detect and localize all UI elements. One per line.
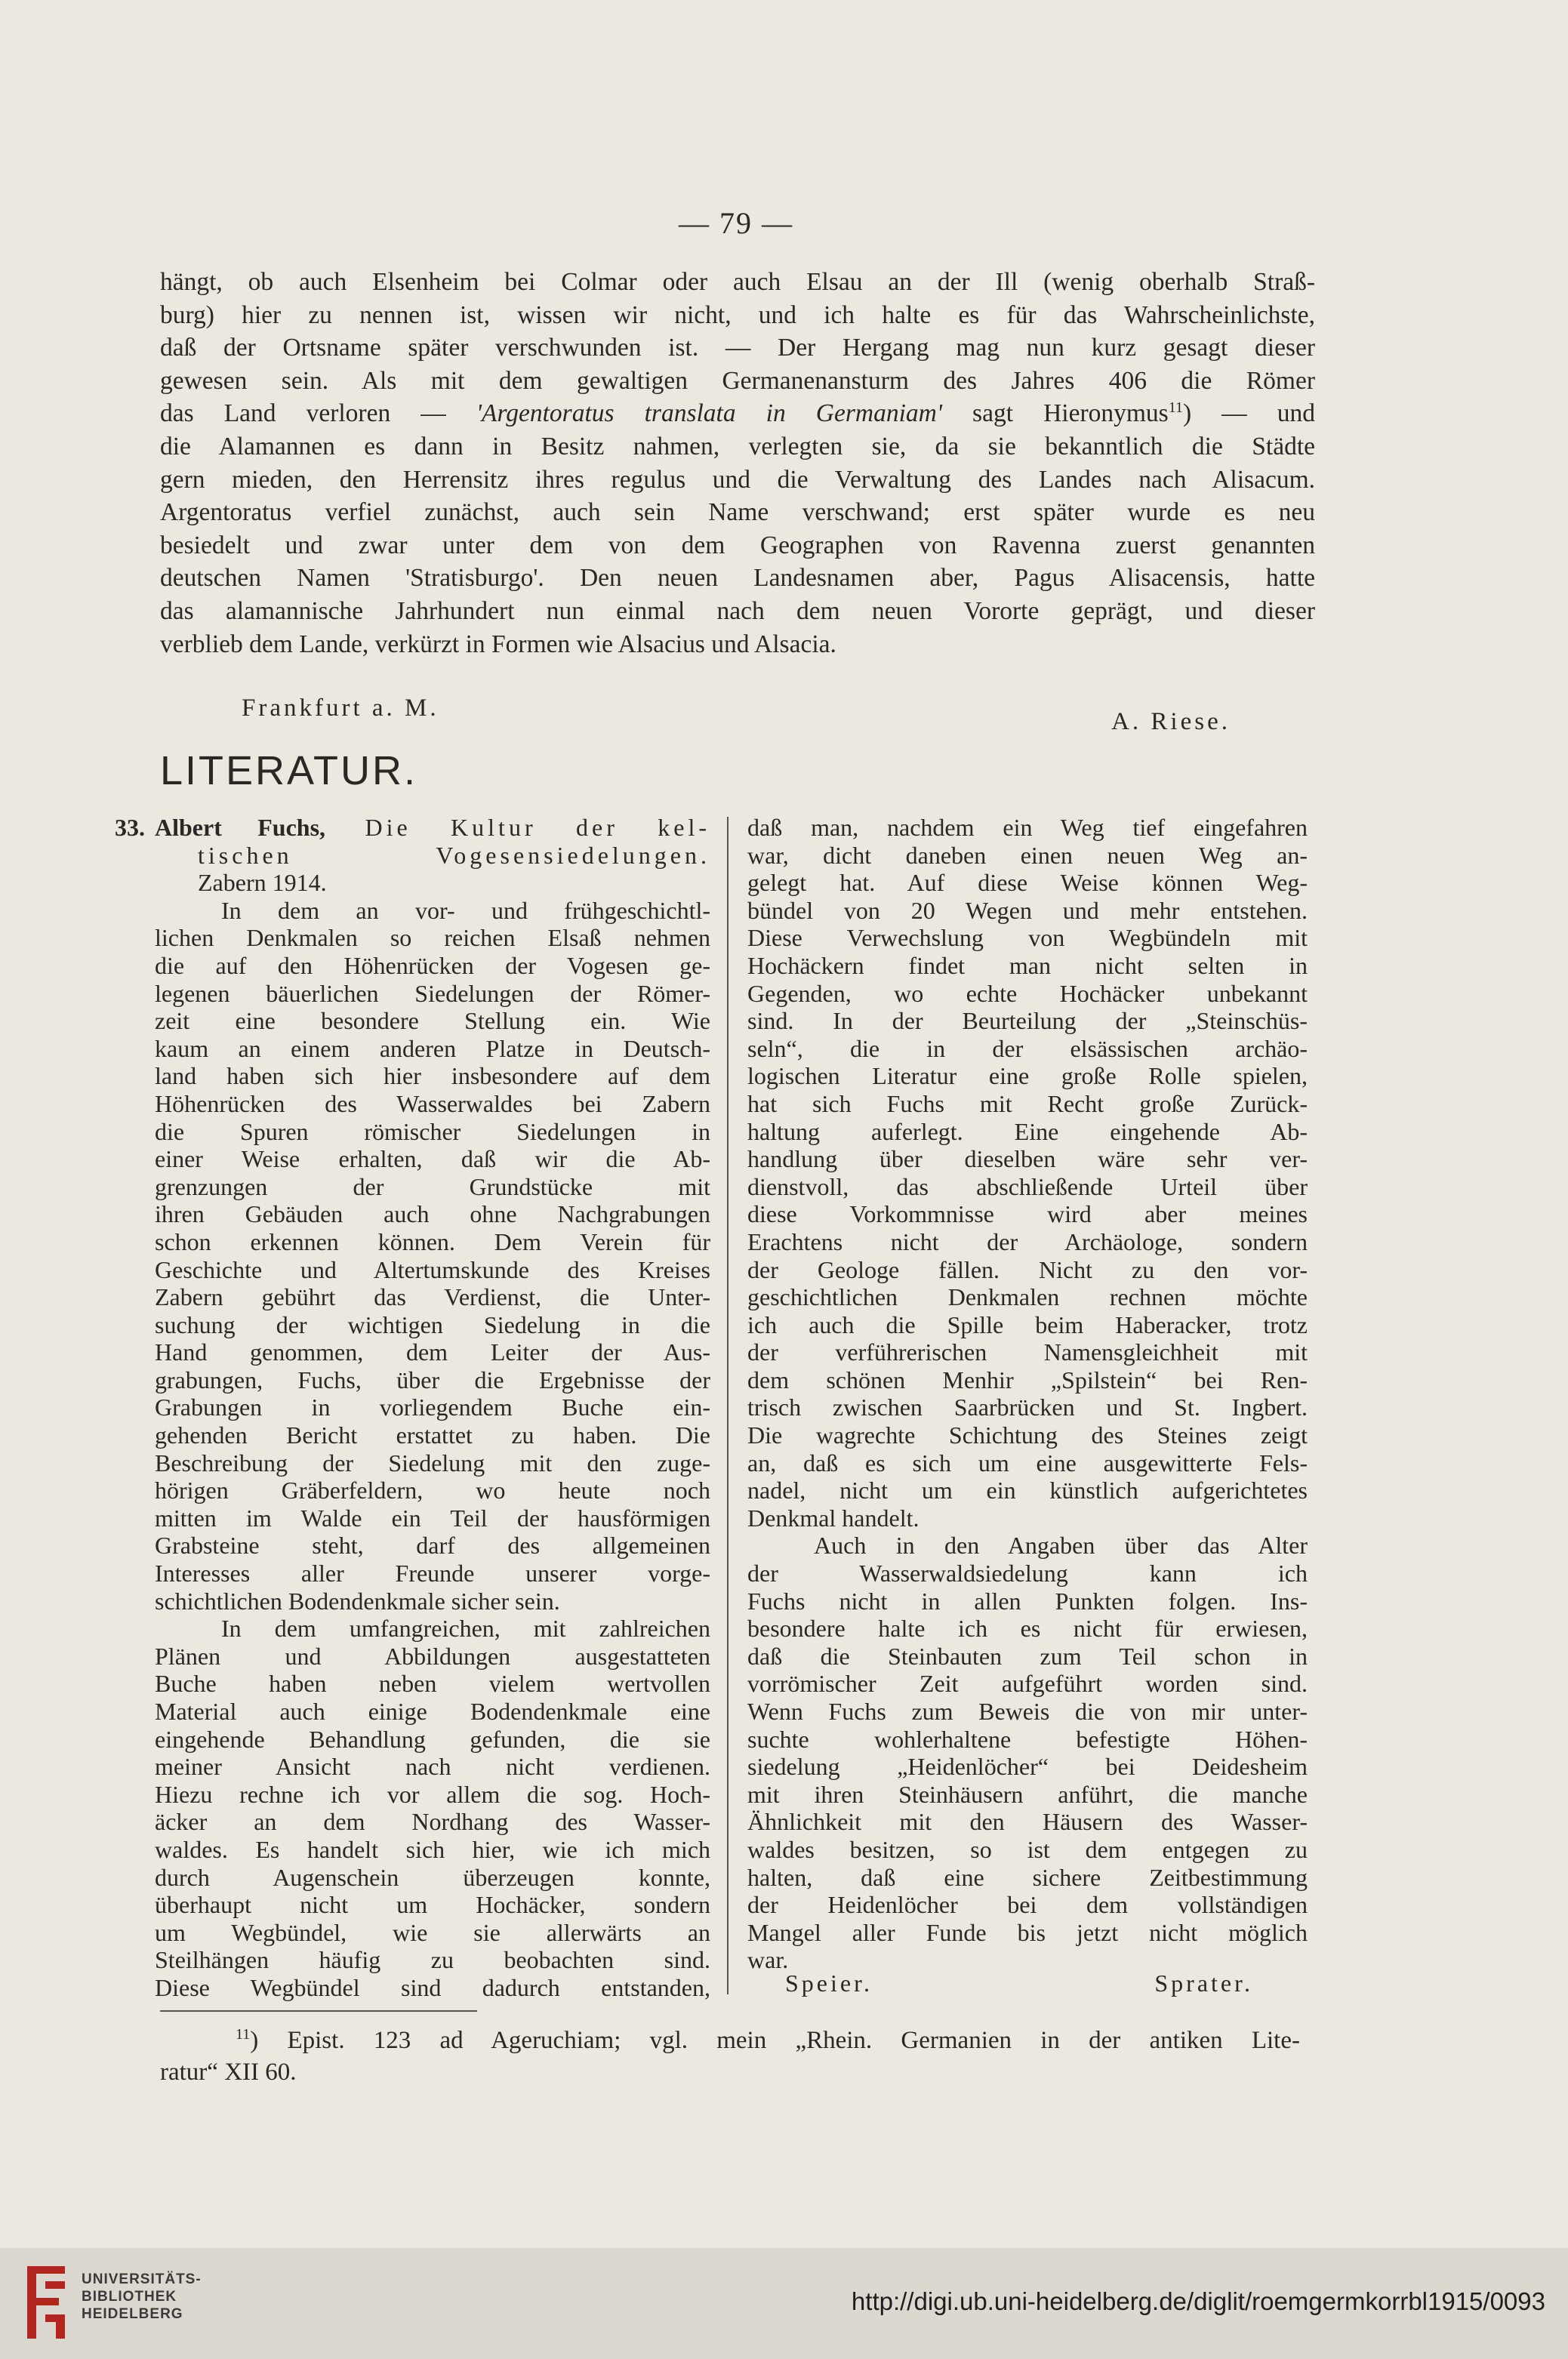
library-name-line: HEIDELBERG	[82, 2306, 183, 2322]
entry-author: Albert Fuchs,	[155, 814, 326, 841]
library-logo-icon	[23, 2265, 69, 2340]
source-url[interactable]: http://digi.ub.uni-heidelberg.de/diglit/roemgermkorrbl1915/0093	[851, 2287, 1545, 2315]
text-line: suchung der wichtigen Siedelung in die	[155, 1310, 710, 1338]
entry-title-line: tischen Vogesensiedelungen.	[198, 841, 710, 869]
text-line: logischen Literatur eine große Rolle spielen,	[747, 1062, 1308, 1090]
text-line: nadel, nicht um ein künstlich aufgerichtetes	[747, 1477, 1308, 1504]
right-column-text	[747, 814, 1308, 1974]
text-line: daß die Steinbauten zum Teil schon in	[747, 1642, 1308, 1670]
text-line: handlung über dieselben wäre sehr ver-	[747, 1145, 1308, 1173]
text-line: grabungen, Fuchs, über die Ergebnisse der	[155, 1366, 710, 1394]
text-line: ihren Gebäuden auch ohne Nachgrabungen	[155, 1200, 710, 1228]
signature-place: Frankfurt a. M.	[242, 694, 439, 722]
italic-quote: 'Argentoratus translata in Germaniam'	[476, 399, 942, 428]
text-line: Denkmal handelt.	[747, 1504, 920, 1532]
text-line: seln“, die in der elsässischen archäo-	[747, 1034, 1308, 1062]
text-line: In dem an vor- und frühgeschichtl-	[221, 896, 710, 924]
text-line: land haben sich hier insbesondere auf dem	[155, 1062, 710, 1090]
text-line: Plänen und Abbildungen ausgestatteten	[155, 1642, 710, 1670]
text-line: Buche haben neben vielem wertvollen	[155, 1670, 710, 1698]
text-line: der verführerischen Namensgleichheit mit	[747, 1338, 1308, 1366]
text-line: hörigen Gräberfeldern, wo heute noch	[155, 1477, 710, 1504]
footnote-marker: 11	[236, 2026, 251, 2043]
text-line: Fuchs nicht in allen Punkten folgen. Ins-	[747, 1587, 1308, 1615]
footnote-rule	[160, 2010, 477, 2012]
text-line: Zabern gebührt das Verdienst, die Unter-	[155, 1283, 710, 1311]
text-line: schon erkennen können. Dem Verein für	[155, 1227, 710, 1255]
review-signature	[785, 1969, 1253, 1997]
text-line: meiner Ansicht nach nicht verdienen.	[155, 1753, 710, 1781]
text-line: der Wasserwaldsiedelung kann ich	[747, 1560, 1308, 1588]
library-name-line: BIBLIOTHEK	[82, 2289, 177, 2305]
text-line: Beschreibung der Siedelung mit den zuge-	[155, 1449, 710, 1477]
right-column	[747, 814, 1308, 1974]
entry-number: 33.	[115, 814, 145, 841]
text-line: dienstvoll, das abschließende Urteil über	[747, 1172, 1308, 1200]
text-line: gehenden Bericht erstattet zu haben. Die	[155, 1421, 710, 1449]
intro-line: Argentoratus verfiel zunächst, auch sein Name verschwand; erst später wurde es neu	[160, 498, 1315, 527]
left-column	[155, 814, 710, 2002]
intro-line: verblieb dem Lande, verkürzt in Formen wie Alsacius und Alsacia.	[160, 630, 836, 658]
text-line: die Spuren römischer Siedelungen in	[155, 1117, 710, 1145]
intro-paragraph	[160, 266, 1315, 661]
text-line: Höhenrücken des Wasserwaldes bei Zabern	[155, 1089, 710, 1117]
column-divider	[727, 817, 729, 1994]
text-line: die auf den Höhenrücken der Vogesen ge-	[155, 951, 710, 979]
library-name-line: UNIVERSITÄTS-	[82, 2271, 202, 2287]
text-line: halten, daß eine sichere Zeitbestimmung	[747, 1863, 1308, 1891]
text-line: geschichtlichen Denkmalen rechnen möchte	[747, 1283, 1308, 1311]
text-line: Diese Verwechslung von Wegbündeln mit	[747, 924, 1308, 952]
text-line: grenzungen der Grundstücke mit	[155, 1172, 710, 1200]
text-line: äcker an dem Nordhang des Wasser-	[155, 1808, 710, 1836]
text-line: Grabsteine steht, darf des allgemeinen	[155, 1532, 710, 1560]
text-line: Interesses aller Freunde unserer vorge-	[155, 1560, 710, 1588]
text-run: ) — und	[1182, 399, 1315, 428]
entry-title-line: Zabern 1914.	[198, 869, 327, 897]
intro-line: burg) hier zu nennen ist, wissen wir nicht, und ich halte es für das Wahrscheinlichste,	[160, 300, 1315, 329]
text-line: eingehende Behandlung gefunden, die sie	[155, 1725, 710, 1753]
signature-author: A. Riese.	[1111, 708, 1231, 735]
text-line: legenen bäuerlichen Siedelungen der Römer-	[155, 979, 710, 1007]
text-line: Material auch einige Bodendenkmale eine	[155, 1698, 710, 1725]
entry-heading-line	[155, 814, 710, 842]
text-line: sind. In der Beurteilung der „Steinschüs-	[747, 1007, 1308, 1035]
text-run: das Land verloren —	[160, 399, 476, 428]
text-line: bündel von 20 Wegen und mehr entstehen.	[747, 896, 1308, 924]
text-line: diese Vorkommnisse wird aber meines	[747, 1200, 1308, 1228]
text-line: Mangel aller Funde bis jetzt nicht möglich	[747, 1918, 1308, 1946]
text-line: mit ihren Steinhäusern anführt, die manche	[747, 1780, 1308, 1808]
left-column-text	[155, 897, 710, 2002]
text-line: der Geologe fällen. Nicht zu den vor-	[747, 1255, 1308, 1283]
entry-title: Die Kultur der kel-	[325, 814, 711, 841]
text-line: Erachtens nicht der Archäologe, sondern	[747, 1227, 1308, 1255]
library-footer	[0, 2248, 1568, 2359]
text-line: Hand genommen, dem Leiter der Aus-	[155, 1338, 710, 1366]
text-line: einer Weise erhalten, daß wir die Ab-	[155, 1145, 710, 1173]
intro-line-quote	[160, 397, 1315, 430]
text-line: hat sich Fuchs mit Recht große Zurück-	[747, 1089, 1308, 1117]
text-line: siedelung „Heidenlöcher“ bei Deidesheim	[747, 1753, 1308, 1781]
library-name	[82, 2271, 202, 2323]
text-line: waldes. Es handelt sich hier, wie ich mich	[155, 1835, 710, 1863]
intro-line: hängt, ob auch Elsenheim bei Colmar oder auch Elsau an der Ill (wenig oberhalb Straß-	[160, 268, 1315, 296]
intro-line: deutschen Namen 'Stratisburgo'. Den neuen Landesnamen aber, Pagus Alisacensis, hatte	[160, 564, 1315, 593]
signature-place: Speier.	[785, 1969, 873, 1997]
text-line: Geschichte und Altertumskunde des Kreises	[155, 1255, 710, 1283]
page-number: — 79 —	[679, 206, 793, 240]
text-line: mitten im Walde ein Teil der hausförmigen	[155, 1504, 710, 1532]
text-line: Grabungen in vorliegendem Buche ein-	[155, 1394, 710, 1421]
intro-line: gern mieden, den Herrensitz ihres regulus und die Verwaltung des Landes nach Alisacum.	[160, 465, 1315, 494]
text-line: lichen Denkmalen so reichen Elsaß nehmen	[155, 924, 710, 952]
text-line: dem schönen Menhir „Spilstein“ bei Ren-	[747, 1366, 1308, 1394]
footnote-line	[160, 2025, 1300, 2056]
text-line: Die wagrechte Schichtung des Steines zeigt	[747, 1421, 1308, 1449]
text-line: der Heidenlöcher bei dem vollständigen	[747, 1891, 1308, 1919]
text-line: daß man, nachdem ein Weg tief eingefahren	[747, 814, 1308, 841]
text-line: trisch zwischen Saarbrücken und St. Ingbert.	[747, 1394, 1308, 1421]
text-line: suchte wohlerhaltene befestigte Höhen-	[747, 1725, 1308, 1753]
text-line: an, daß es sich um eine ausgewitterte Fels-	[747, 1449, 1308, 1477]
section-heading: LITERATUR.	[160, 748, 418, 793]
text-line: um Wegbündel, wie sie allerwärts an	[155, 1918, 710, 1946]
footnote-text: ) Epist. 123 ad Ageruchiam; vgl. mein „Rhein. Germanien in der antiken Lite-	[250, 2027, 1300, 2054]
intro-line: gewesen sein. Als mit dem gewaltigen Germanenansturm des Jahres 406 die Römer	[160, 366, 1315, 395]
text-line: besondere halte ich es nicht für erwiesen,	[747, 1615, 1308, 1643]
text-line: vorrömischer Zeit aufgeführt worden sind.	[747, 1670, 1308, 1698]
text-line: In dem umfangreichen, mit zahlreichen	[221, 1615, 710, 1643]
intro-line: die Alamannen es dann in Besitz nahmen, verlegten sie, da sie bekanntlich die Städte	[160, 432, 1315, 460]
text-line: Gegenden, wo echte Hochäcker unbekannt	[747, 979, 1308, 1007]
text-line: war.	[747, 1946, 789, 1974]
text-line: durch Augenschein überzeugen konnte,	[155, 1863, 710, 1891]
footnote	[160, 2025, 1300, 2088]
text-run: sagt Hieronymus	[942, 399, 1169, 428]
text-line: war, dicht daneben einen neuen Weg an-	[747, 841, 1308, 869]
text-line: zeit eine besondere Stellung ein. Wie	[155, 1007, 710, 1035]
footnote-marker: 11	[1168, 399, 1183, 417]
text-line: ich auch die Spille beim Haberacker, trotz	[747, 1310, 1308, 1338]
signature-author: Sprater.	[1154, 1969, 1253, 1997]
text-line: Hiezu rechne ich vor allem die sog. Hoch-	[155, 1780, 710, 1808]
text-line: Ähnlichkeit mit den Häusern des Wasser-	[747, 1808, 1308, 1836]
intro-line: besiedelt und zwar unter dem von dem Geographen von Ravenna zuerst genannten	[160, 531, 1315, 559]
text-line: schichtlichen Bodendenkmale sicher sein.	[155, 1587, 560, 1615]
intro-line: das alamannische Jahrhundert nun einmal nach dem neuen Vororte geprägt, und dieser	[160, 596, 1315, 625]
text-line: kaum an einem anderen Platze in Deutsch-	[155, 1034, 710, 1062]
text-line: Steilhängen häufig zu beobachten sind.	[155, 1946, 710, 1974]
text-line: überhaupt nicht um Hochäcker, sondern	[155, 1891, 710, 1919]
text-line: gelegt hat. Auf diese Weise können Weg-	[747, 869, 1308, 897]
footnote-line: ratur“ XII 60.	[160, 2059, 297, 2086]
text-line: Wenn Fuchs zum Beweis die von mir unter-	[747, 1698, 1308, 1725]
text-line: haltung auferlegt. Eine eingehende Ab-	[747, 1117, 1308, 1145]
text-line: Hochäckern findet man nicht selten in	[747, 951, 1308, 979]
text-line: Auch in den Angaben über das Alter	[814, 1532, 1308, 1560]
text-line: Diese Wegbündel sind dadurch entstanden,	[155, 1973, 710, 2001]
text-line: waldes besitzen, so ist dem entgegen zu	[747, 1835, 1308, 1863]
intro-line: daß der Ortsname später verschwunden ist. — Der Hergang mag nun kurz gesagt dieser	[160, 334, 1315, 362]
